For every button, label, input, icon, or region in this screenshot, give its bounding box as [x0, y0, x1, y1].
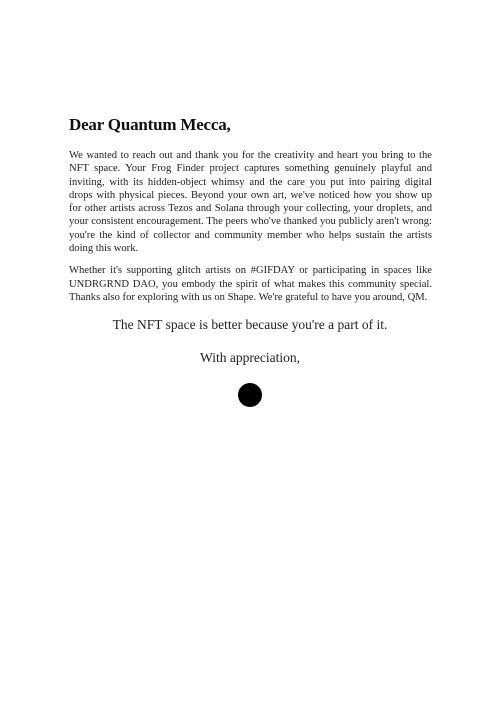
paragraph-2: Whether it's supporting glitch artists on #GIFDAY or participating in spaces like UNDRGRND DAO, you embody the spirit of what makes this community special. Thanks also for exploring with us on Shape. We're grateful to have you around, QM.	[69, 265, 432, 303]
signature-dot-icon	[238, 383, 262, 407]
closing-tagline: The NFT space is better because you're a part of it.	[112, 317, 388, 332]
salutation: Dear Quantum Mecca,	[69, 115, 231, 134]
paragraph-1: We wanted to reach out and thank you for the creativity and heart you bring to the NFT space. Your Frog Finder project captures something genuinely playful and inviting, with its hidden-object whimsy and the care you put into pairing digital drops with physical pieces. Beyond your own art, we've noticed how you show up for other artists across Tezos and Solana through your collecting, your droplets, and your consistent encouragement. The peers who've thanked you publicly aren't wrong: you're the kind of collector and community member who helps sustain the artists doing this work.	[69, 150, 432, 255]
letter-body	[69, 115, 432, 313]
signoff: With appreciation,	[200, 350, 300, 365]
